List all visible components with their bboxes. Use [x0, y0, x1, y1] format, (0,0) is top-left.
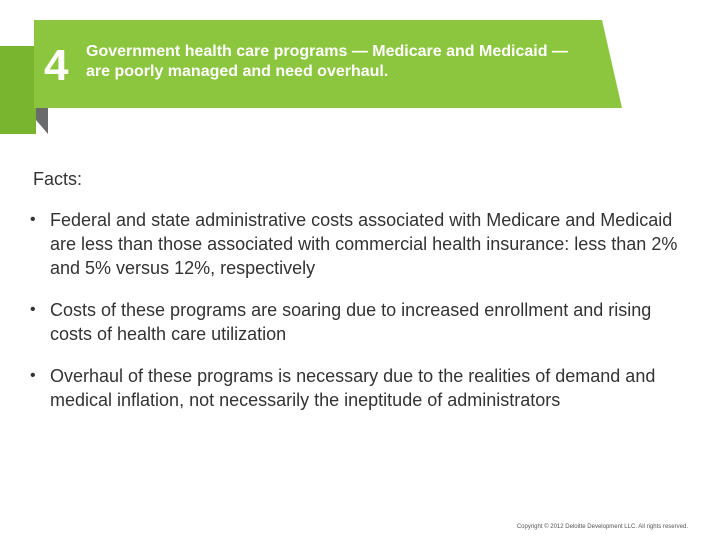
fact-item: • Federal and state administrative costs associated with Medicare and Medicaid are less than those associated with commercial health insurance: less than 2% and 5% versus 12%, respectively [30, 208, 692, 280]
statement-number: 4 [44, 41, 69, 90]
banner-left-tab [0, 46, 36, 134]
facts-heading: Facts: [33, 169, 83, 189]
copyright-notice: Copyright © 2012 Deloitte Development LLC. All rights reserved. [516, 524, 688, 530]
fact-item: • Overhaul of these programs is necessary due to the realities of demand and medical inflation, not necessarily the ineptitude of administrators [30, 364, 692, 412]
headline-banner [0, 0, 720, 140]
fact-item: • Costs of these programs are soaring due to increased enrollment and rising costs of health care utilization [30, 298, 692, 346]
banner-shadow [36, 108, 48, 134]
statement-text: Government health care programs — Medicare and Medicaid — are poorly managed and need overhaul. [86, 43, 568, 80]
facts-list [30, 208, 692, 430]
